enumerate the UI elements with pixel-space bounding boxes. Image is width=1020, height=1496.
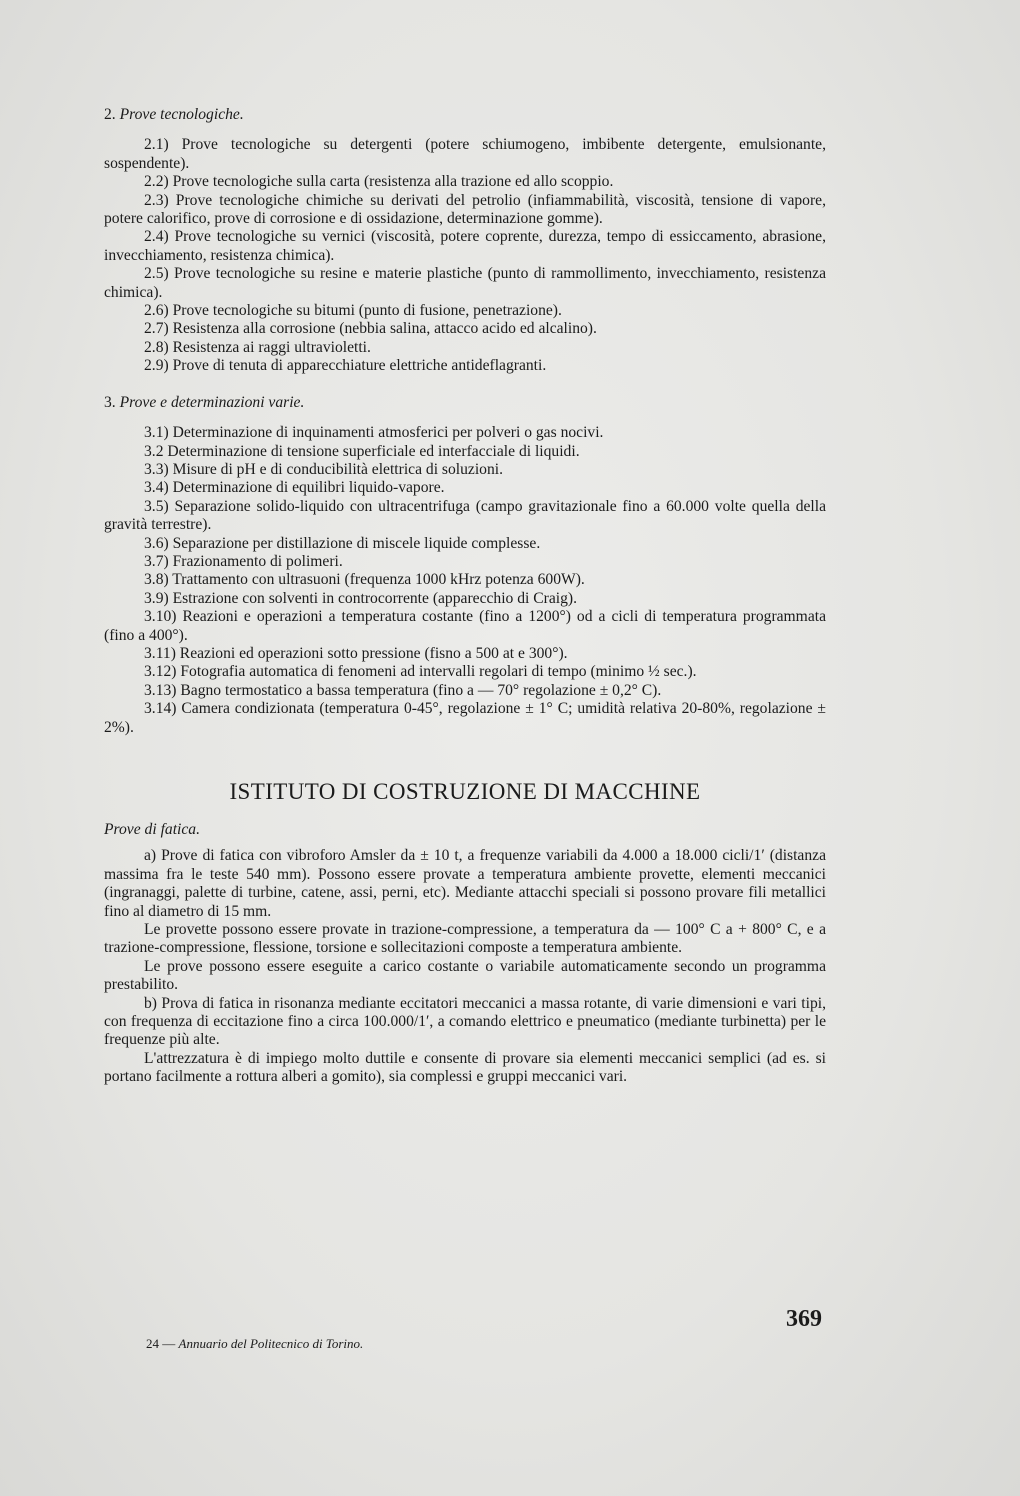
- list-item: 2.4) Prove tecnologiche su vernici (viscosità, potere coprente, durezza, tempo di essiccamento, abrasione, invecchiamento, resistenza chimica).: [104, 228, 826, 264]
- section-3-title: Prove e determinazioni varie.: [119, 393, 305, 411]
- list-item: 3.14) Camera condizionata (temperatura 0-45°, regolazione ± 1° C; umidità relativa 20-80%, regolazione ± 2%).: [104, 700, 826, 736]
- list-item: 2.8) Resistenza ai raggi ultravioletti.: [144, 338, 371, 356]
- signature-mark: 24 —: [146, 1336, 176, 1351]
- list-item: 3.10) Reazioni e operazioni a temperatura costante (fino a 1200°) od a cicli di temperatura programmata (fino a 400°).: [104, 608, 826, 644]
- list-item: 3.9) Estrazione con solventi in controcorrente (apparecchio di Craig).: [144, 589, 577, 607]
- institute-heading: ISTITUTO DI COSTRUZIONE DI MACCHINE: [229, 779, 701, 804]
- section-3-heading: [104, 394, 826, 412]
- paragraph: a) Prove di fatica con vibroforo Amsler da ± 10 t, a frequenze variabili da 4.000 a 18.000 cicli/1′ (distanza massima fra le teste 540 mm). Possono essere provate a temperatura ambiente provette, elementi meccanici (ingranaggi, palette di turbine, catene, assi, perni, etc). Mediante attacchi speciali si possono provare fili metallici fino al diametro di 15 mm.: [104, 847, 826, 920]
- journal-title: Annuario del Politecnico di Torino.: [178, 1336, 364, 1351]
- paragraph: Le provette possono essere provate in trazione-compressione, a temperatura da — 100° C a + 800° C, e a trazione-compressione, flessione, torsione e sollecitazioni composte a temperatura ambiente.: [104, 921, 826, 957]
- list-item: 3.3) Misure di pH e di conducibilità elettrica di soluzioni.: [144, 460, 504, 478]
- list-item: 3.12) Fotografia automatica di fenomeni ad intervalli regolari di tempo (minimo ½ sec.).: [144, 663, 697, 681]
- list-item: 2.9) Prove di tenuta di apparecchiature elettriche antideflagranti.: [144, 357, 547, 375]
- paragraph: Le prove possono essere eseguite a carico costante o variabile automaticamente secondo un programma prestabilito.: [104, 957, 826, 994]
- section-2-title: Prove tecnologiche.: [119, 106, 244, 123]
- list-item: 2.1) Prove tecnologiche su detergenti (potere schiumogeno, imbibente detergente, emulsionante, sospendente).: [104, 136, 826, 172]
- section-3-number: 3.: [104, 393, 116, 411]
- list-item: 3.7) Frazionamento di polimeri.: [144, 552, 343, 570]
- list-item: 3.2 Determinazione di tensione superficiale ed interfacciale di liquidi.: [144, 442, 580, 460]
- list-item: 3.5) Separazione solido-liquido con ultracentrifuga (campo gravitazionale fino a 60.000 volte quella della gravità terrestre).: [104, 497, 826, 534]
- list-item: 3.11) Reazioni ed operazioni sotto pressione (fisno a 500 at e 300°).: [144, 644, 568, 662]
- list-item: 2.3) Prove tecnologiche chimiche su derivati del petrolio (infiammabilità, viscosità, tensione di vapore, potere calorifico, prove di corrosione e di ossidazione, determinazione gomme).: [104, 191, 826, 228]
- paragraph: b) Prova di fatica in risonanza mediante eccitatori meccanici a massa rotante, di varie dimensioni e vari tipi, con frequenza di eccitazione fino a circa 100.000/1′, a comando elettrico e pneumatico (mediante turbinetta) per le frequenze più alte.: [104, 994, 826, 1049]
- paragraph: L'attrezzatura è di impiego molto duttile e consente di provare sia elementi meccanici semplici (ad es. si portano facilmente a rottura alberi a gomito), sia complessi e gruppi meccanici vari.: [104, 1049, 826, 1086]
- list-item: 3.8) Trattamento con ultrasuoni (frequenza 1000 kHrz potenza 600W).: [144, 571, 585, 589]
- section-2-number: 2.: [104, 106, 116, 123]
- list-item: 2.5) Prove tecnologiche su resine e materie plastiche (punto di rammollimento, invecchiamento, resistenza chimica).: [104, 265, 826, 301]
- list-item: 3.13) Bagno termostatico a bassa temperatura (fino a — 70° regolazione ± 0,2° C).: [144, 681, 662, 699]
- page-number: 369: [786, 1306, 822, 1332]
- section-2-heading: [104, 106, 826, 124]
- list-item: 3.1) Determinazione di inquinamenti atmosferici per polveri o gas nocivi.: [144, 424, 604, 442]
- spacer: [104, 376, 826, 388]
- footer-signature: [146, 1336, 363, 1352]
- list-item: 3.4) Determinazione di equilibri liquido-vapore.: [144, 479, 445, 497]
- list-item: 2.7) Resistenza alla corrosione (nebbia salina, attacco acido ed alcalino).: [144, 320, 597, 338]
- list-item: 2.2) Prove tecnologiche sulla carta (resistenza alla trazione ed allo scoppio.: [144, 173, 614, 191]
- list-item: 3.6) Separazione per distillazione di miscele liquide complesse.: [144, 534, 541, 552]
- institute-subtitle: Prove di fatica.: [104, 821, 200, 838]
- list-item: 2.6) Prove tecnologiche su bitumi (punto di fusione, penetrazione).: [144, 302, 562, 320]
- page-body: [104, 100, 826, 1087]
